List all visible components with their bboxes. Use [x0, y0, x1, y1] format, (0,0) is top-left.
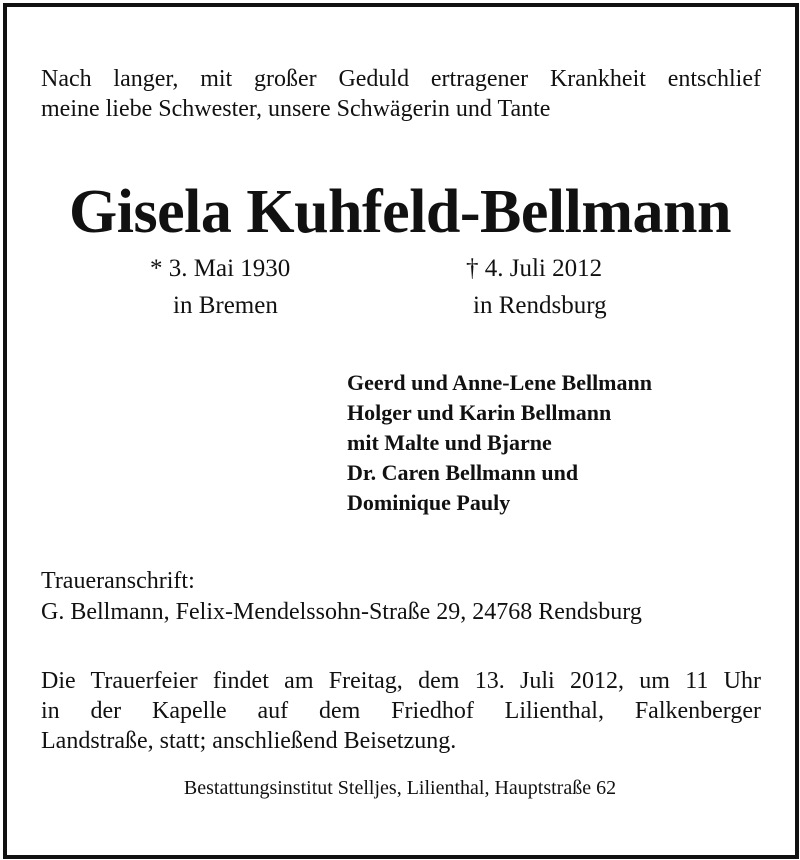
- birth-date: * 3. Mai 1930: [150, 255, 291, 282]
- family-line: mit Malte und Bjarne: [347, 430, 552, 455]
- family-line: Holger und Karin Bellmann: [347, 400, 612, 425]
- family-line: Geerd und Anne-Lene Bellmann: [347, 370, 652, 395]
- address-value: G. Bellmann, Felix-Mendelssohn-Straße 29, 24768 Rendsburg: [41, 599, 642, 625]
- ceremony-line-2: in der Kapelle auf dem Friedhof Lilienthal, Falkenberger: [41, 698, 761, 724]
- intro-text: [41, 64, 761, 124]
- family-line: Dominique Pauly: [347, 490, 511, 515]
- mourning-address: [41, 566, 642, 628]
- ceremony-line-3: Landstraße, statt; anschließend Beisetzung.: [41, 728, 457, 754]
- birth-place: in Bremen: [173, 292, 278, 319]
- intro-line-1: Nach langer, mit großer Geduld ertragener Krankheit entschlief: [41, 66, 761, 92]
- deceased-name: Gisela Kuhfeld-Bellmann: [69, 178, 731, 246]
- ceremony-text: [41, 666, 761, 756]
- intro-line-2: meine liebe Schwester, unsere Schwägerin und Tante: [41, 96, 551, 122]
- death-place: in Rendsburg: [473, 292, 607, 319]
- family-list: [347, 368, 652, 518]
- address-label: Traueranschrift:: [41, 568, 195, 594]
- ceremony-line-1: Die Trauerfeier findet am Freitag, dem 13. Juli 2012, um 11 Uhr: [41, 668, 761, 694]
- funeral-home: Bestattungsinstitut Stelljes, Lilienthal, Hauptstraße 62: [183, 777, 617, 799]
- family-line: Dr. Caren Bellmann und: [347, 460, 579, 485]
- death-date: † 4. Juli 2012: [466, 255, 603, 282]
